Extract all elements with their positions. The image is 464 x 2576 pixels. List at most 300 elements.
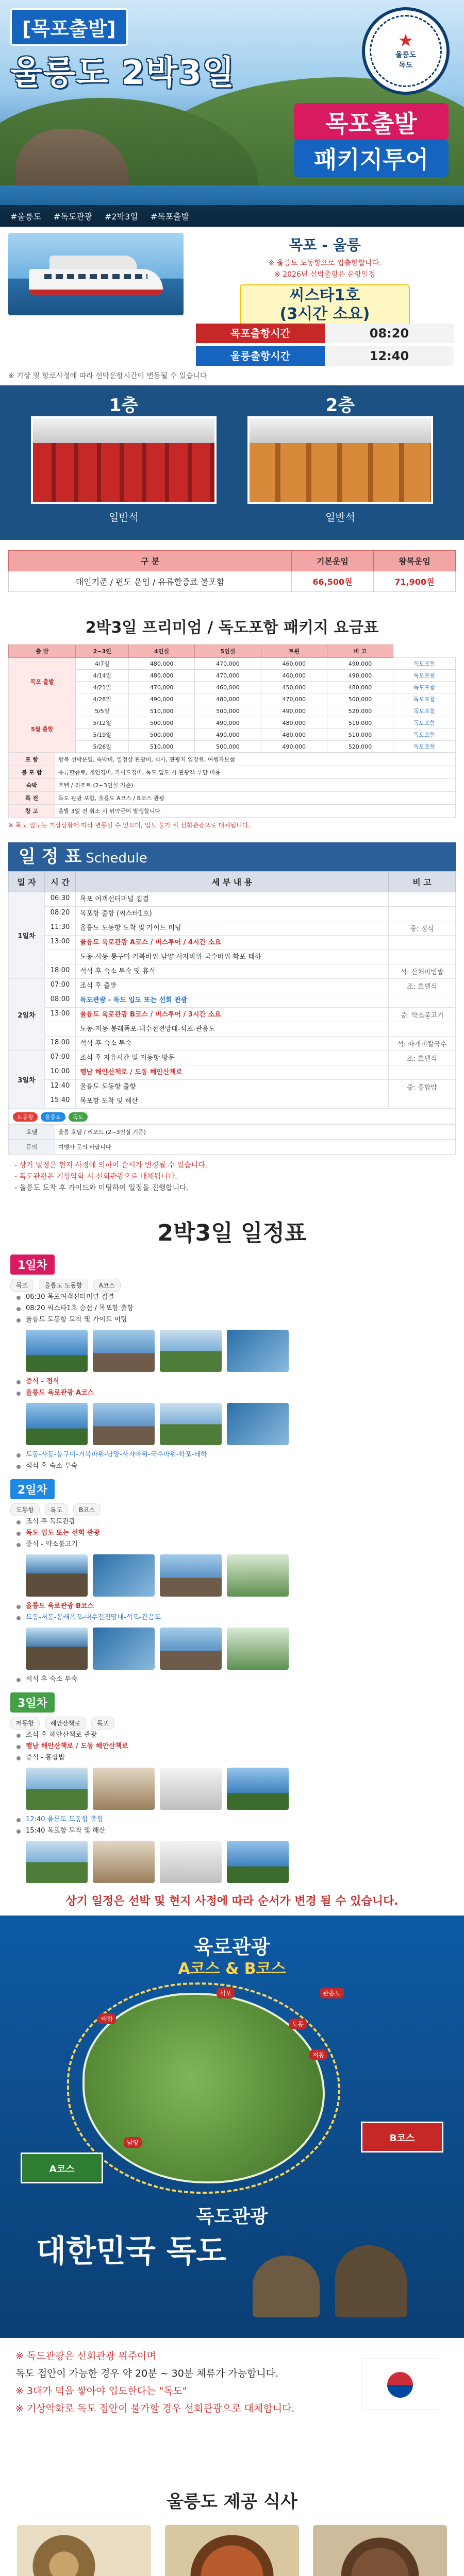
- package-cell: 480,000: [128, 670, 194, 682]
- dokdo-info-line: ※ 3대가 덕을 쌓아야 입도한다는 "독도": [15, 2385, 187, 2397]
- package-cell: 490,000: [128, 693, 194, 705]
- meal-row: [10, 2525, 454, 2576]
- package-category: 5월 출발: [9, 705, 76, 753]
- route-info: [196, 233, 454, 326]
- schedule-time: 12:40: [45, 1080, 76, 1094]
- sailing-times: [0, 320, 464, 370]
- day-photo: [26, 1768, 88, 1810]
- schedule-meal: [389, 1094, 456, 1109]
- schedule-note: - 상기 일정은 현지 사정에 의하여 순서가 변경될 수 있습니다.: [14, 1161, 208, 1170]
- tour-map: [0, 1916, 464, 2338]
- dokdo-info-line: 독도 접안이 가능한 경우 약 20분 ~ 30분 체류가 가능합니다.: [15, 2368, 279, 2379]
- schedule-day: 3일차: [9, 1051, 45, 1109]
- package-header: 5인실: [195, 645, 261, 658]
- ship-windows: [44, 274, 147, 279]
- schedule-title: 일 정 표: [19, 846, 82, 867]
- day-line: 조식 후 해안산책로 관광: [10, 1730, 454, 1741]
- hotel-value: 울릉 호텔 / 리조트 (2~3인실 기준): [55, 1125, 456, 1140]
- schedule-detail: [76, 950, 389, 964]
- schedule-header-cell: 시 간: [45, 872, 76, 892]
- schedule-header-cell: 일 자: [9, 872, 45, 892]
- include-key: 참 고: [9, 805, 55, 818]
- package-cell: 490,000: [327, 670, 393, 682]
- hashtag: #목포출발: [150, 212, 189, 222]
- route-note: ※ 울릉도 도동항으로 입출항합니다.: [268, 259, 382, 267]
- time-value: 08:20: [325, 324, 454, 343]
- itinerary-days: [0, 1255, 464, 1883]
- package-cell: 500,000: [327, 693, 393, 705]
- seat-photo: [247, 416, 433, 504]
- ship-photo: [8, 233, 184, 315]
- schedule-text: 울릉도 도동항 출항: [80, 1083, 136, 1091]
- package-header: 비 고: [327, 645, 393, 658]
- schedule-row: [9, 892, 456, 907]
- schedule-text: 목포항 도착 및 해산: [80, 1097, 138, 1105]
- schedule-header: [8, 842, 456, 871]
- day-photo: [160, 1768, 222, 1810]
- package-header: 4인실: [128, 645, 194, 658]
- include-key: 불 포 함: [9, 766, 55, 779]
- schedule-time: 07:00: [45, 979, 76, 993]
- time-label: 울릉출항시간: [196, 346, 325, 366]
- schedule-meal: [389, 1022, 456, 1037]
- seat-floor-title: 2층: [325, 395, 355, 416]
- day-photo: [160, 1628, 222, 1670]
- schedule-tag: 도동항: [13, 1112, 38, 1122]
- schedule-text: 석식 후 숙소 투숙 및 휴식: [80, 968, 156, 975]
- day-line: 15:40 목포항 도착 및 해산: [10, 1825, 454, 1837]
- day-line: 중식 - 홍합밥: [10, 1752, 454, 1764]
- package-cell: 520,000: [327, 741, 393, 753]
- schedule-text: 조식 후 자유시간 및 저동항 방문: [80, 1054, 175, 1062]
- seats-section: [0, 385, 464, 540]
- day-route-stop: 목포: [10, 1279, 34, 1292]
- dokdo-island: [242, 2245, 418, 2323]
- package-category: 목포 출발: [9, 658, 76, 705]
- day-line: 도동-사동-통구미-거북바위-남양-사자바위-국수바위-학포-태하: [10, 1449, 454, 1461]
- schedule-detail: [76, 1080, 389, 1094]
- schedule-row: [9, 1037, 456, 1051]
- include-row: [9, 779, 456, 792]
- package-cell: 독도포함: [393, 741, 456, 753]
- package-cell: 520,000: [327, 705, 393, 717]
- itinerary-day: [10, 1692, 454, 1883]
- package-cell: 490,000: [261, 705, 327, 717]
- korea-flag-icon: [361, 2359, 438, 2410]
- day-photo: [26, 1628, 88, 1670]
- package-header: 트윈: [261, 645, 327, 658]
- package-cell: 480,000: [327, 682, 393, 693]
- schedule-time: 11:30: [45, 921, 76, 936]
- package-cell: 490,000: [261, 741, 327, 753]
- day-photo: [93, 1403, 155, 1445]
- departure-tag: [목포출발]: [10, 8, 128, 46]
- dokdo-title: 독도관광: [196, 2206, 268, 2227]
- fare-cell: 66,500원: [291, 571, 373, 592]
- day-route-stop: 저동항: [10, 1717, 40, 1730]
- schedule-text: 독도관광 - 독도 입도 또는 선회 관광: [80, 996, 188, 1004]
- schedule-meal: 중: 약소불고기: [389, 1008, 456, 1022]
- schedule-detail: [76, 979, 389, 993]
- ship-hull: [29, 269, 163, 295]
- itinerary-caption: 상기 일정은 선박 및 현지 사정에 따라 순서가 변경 될 수 있습니다.: [65, 1895, 399, 1908]
- schedule-meal: [389, 993, 456, 1008]
- day-photo: [227, 1554, 289, 1597]
- package-title: 2박3일 프리미엄 / 독도포함 패키지 요금표: [85, 619, 379, 637]
- day-photo: [93, 1554, 155, 1597]
- package-cell: 510,000: [128, 705, 194, 717]
- day-badge: 1일차: [10, 1255, 55, 1275]
- meal-item: [17, 2525, 151, 2576]
- map-pin: 남양: [124, 2137, 142, 2148]
- day-photo: [160, 1554, 222, 1597]
- package-cell: 독도포함: [393, 717, 456, 729]
- seat-caption: 일반석: [325, 511, 355, 523]
- hero-pill-departure: 목포출발: [294, 103, 449, 141]
- package-cell: 490,000: [195, 717, 261, 729]
- schedule-detail: [76, 964, 389, 979]
- schedule-time: 10:00: [45, 1065, 76, 1080]
- schedule-row: [9, 936, 456, 950]
- package-cell: 500,000: [195, 741, 261, 753]
- schedule-meal: 조: 호텔식: [389, 1051, 456, 1065]
- include-row: [9, 792, 456, 805]
- package-cell: 480,000: [261, 717, 327, 729]
- day-photo: [26, 1841, 88, 1883]
- package-cell: 470,000: [261, 693, 327, 705]
- meal-photo: [165, 2525, 299, 2576]
- package-cell: 450,000: [261, 682, 327, 693]
- day-line: 행남 해안산책로 / 도동 해안산책로: [10, 1741, 454, 1752]
- schedule-detail: [76, 1065, 389, 1080]
- schedule-time: 08:00: [45, 993, 76, 1008]
- badge-line1: 울릉도: [395, 51, 417, 59]
- day-line: 중식 - 약소불고기: [10, 1539, 454, 1550]
- schedule-day: 1일차: [9, 892, 45, 979]
- hotel-row: [9, 1140, 456, 1155]
- package-includes: [8, 753, 456, 818]
- dokdo-info-line: ※ 독도관광은 선회관광 위주이며: [15, 2350, 156, 2362]
- map-course-a: A코스: [21, 2153, 103, 2183]
- hero-badge: [362, 7, 450, 95]
- package-row: [9, 658, 456, 670]
- schedule-row: [9, 993, 456, 1008]
- hotel-key: 문의: [9, 1140, 55, 1155]
- schedule-meal: 조: 호텔식: [389, 979, 456, 993]
- route-section: [0, 233, 464, 323]
- schedule-tag: 독도: [69, 1112, 88, 1122]
- package-table: [8, 645, 456, 753]
- schedule-detail: [76, 921, 389, 936]
- package-cell: 490,000: [195, 729, 261, 741]
- seat-floor-2: [247, 395, 433, 529]
- day-route-stop: 도동항: [10, 1503, 40, 1516]
- time-row: [196, 346, 454, 366]
- package-cell: 510,000: [327, 729, 393, 741]
- day-photo: [160, 1841, 222, 1883]
- route-note: ※ 2026년 선박출항은 운항일정: [274, 270, 375, 279]
- schedule-time: [45, 1022, 76, 1037]
- package-cell: 독도포함: [393, 729, 456, 741]
- package-date: 5/12일: [76, 717, 128, 729]
- package-date: 5/19일: [76, 729, 128, 741]
- hotel-row: [9, 1125, 456, 1140]
- day-route: [10, 1279, 454, 1292]
- day-photos: [26, 1768, 454, 1810]
- schedule-meal: [389, 1065, 456, 1080]
- day-route-stop: 독도: [45, 1503, 68, 1516]
- schedule-row: [9, 921, 456, 936]
- include-value: 독도 관광 포함, 울릉도 A코스 / B코스 관광: [55, 792, 456, 805]
- schedule-day: 2일차: [9, 979, 45, 1051]
- day-route-stop: 울릉도 도동항: [39, 1279, 88, 1292]
- meal-photo: [313, 2525, 447, 2576]
- schedule-row: [9, 950, 456, 964]
- day-photo: [227, 1768, 289, 1810]
- package-cell: 독도포함: [393, 705, 456, 717]
- fare-table: [8, 550, 456, 592]
- package-row: [9, 741, 456, 753]
- package-note: ※ 독도 입도는 기상상황에 따라 변동될 수 있으며, 입도 불가 시 선회관광으로 대체됩니다.: [8, 822, 251, 829]
- include-key: 숙박: [9, 779, 55, 792]
- include-row: [9, 753, 456, 766]
- package-row: [9, 693, 456, 705]
- map-pin: 태하: [98, 2013, 116, 2024]
- map-course-b: B코스: [361, 2122, 443, 2153]
- day-line: 중식 - 정식: [10, 1376, 454, 1387]
- schedule-row: [9, 964, 456, 979]
- day-photo: [26, 1403, 88, 1445]
- package-row: [9, 705, 456, 717]
- dokdo-calligraphy: 대한민국 독도: [36, 2233, 226, 2269]
- seat-caption: 일반석: [109, 511, 139, 523]
- meal-item: [165, 2525, 299, 2576]
- schedule-meal: 중: 정식: [389, 921, 456, 936]
- schedule-text: 조식 후 출발: [80, 982, 117, 990]
- day-badge: 3일차: [10, 1692, 55, 1713]
- package-cell: 480,000: [128, 658, 194, 670]
- schedule-note: - 독도관광은 기상악화 시 선회관광으로 대체됩니다.: [14, 1173, 177, 1181]
- seat-floor-title: 1층: [109, 395, 139, 416]
- route-title: 목포 - 울릉: [289, 236, 361, 253]
- schedule-meal: [389, 907, 456, 921]
- package-cell: 500,000: [128, 729, 194, 741]
- schedule-time: 15:40: [45, 1094, 76, 1109]
- schedule-text: 목포항 출항 (씨스타1호): [80, 910, 152, 918]
- schedule-time: 13:00: [45, 936, 76, 950]
- schedule-time: [45, 950, 76, 964]
- schedule-note: - 울릉도 도착 후 가이드와 미팅하여 일정을 진행합니다.: [14, 1184, 189, 1192]
- schedule-meal: 석: 따개비칼국수: [389, 1037, 456, 1051]
- day-line: 석식 후 숙소 투숙: [10, 1674, 454, 1685]
- package-date: 4/7일: [76, 658, 128, 670]
- schedule-table: [8, 871, 456, 1124]
- schedule-text: 울릉도 육로관광 A코스 / 버스투어 / 4시간 소요: [80, 939, 221, 946]
- seat-photo: [31, 416, 217, 504]
- schedule-text: 도동-저동-봉래폭포-내수전전망대-석포-관음도: [80, 1025, 216, 1033]
- badge-line2: 독도: [399, 61, 413, 70]
- schedule-row: [9, 1022, 456, 1037]
- schedule-text: 울릉도 도동항 도착 및 가이드 미팅: [80, 924, 181, 932]
- itinerary-day: [10, 1255, 454, 1472]
- day-photo: [93, 1841, 155, 1883]
- schedule-tags: [13, 1112, 451, 1122]
- day-badge: 2일차: [10, 1479, 55, 1499]
- day-route: [10, 1503, 454, 1516]
- schedule-meal: [389, 950, 456, 964]
- route-notes: [196, 258, 454, 280]
- time-value: 12:40: [325, 346, 454, 366]
- day-line: 도동-저동-봉래폭포-내수전전망대-석포-관음도: [10, 1612, 454, 1623]
- day-photo: [26, 1330, 88, 1372]
- schedule-detail: [76, 907, 389, 921]
- package-date: 4/14일: [76, 670, 128, 682]
- package-row: [9, 717, 456, 729]
- hashtag: #2박3일: [105, 212, 138, 222]
- package-cell: 500,000: [128, 717, 194, 729]
- day-route-stop: A코스: [93, 1279, 121, 1292]
- schedule-tag: 울릉도: [41, 1112, 65, 1122]
- schedule-detail: [76, 892, 389, 907]
- map-pin: 관음도: [320, 1988, 344, 1998]
- dokdo-rock-east: [335, 2245, 407, 2317]
- day-photos: [26, 1628, 454, 1670]
- day-line: 울릉도 육로관광 B코스: [10, 1601, 454, 1612]
- day-route-stop: B코스: [73, 1503, 101, 1516]
- ship-name-box: [240, 284, 410, 326]
- schedule-detail: [76, 993, 389, 1008]
- ship-duration: (3시간 소요): [279, 305, 370, 323]
- meals-title: 울릉도 제공 식사: [167, 2492, 297, 2512]
- day-line: 조식 후 독도관광: [10, 1516, 454, 1528]
- dokdo-info: [0, 2338, 464, 2482]
- time-row: [196, 324, 454, 343]
- schedule-meal: [389, 936, 456, 950]
- package-cell: 독도포함: [393, 670, 456, 682]
- day-route-stop: 해안산책로: [45, 1717, 86, 1730]
- package-cell: 510,000: [327, 717, 393, 729]
- day-photos: [26, 1841, 454, 1883]
- schedule-notes: [14, 1160, 450, 1194]
- day-photos: [26, 1554, 454, 1597]
- hotel-table: [8, 1124, 456, 1155]
- fare-cell: 71,900원: [373, 571, 455, 592]
- fare-header: 구 분: [9, 551, 292, 571]
- package-cell: 510,000: [128, 741, 194, 753]
- package-cell: 480,000: [195, 693, 261, 705]
- hashtag: #독도관광: [53, 212, 93, 222]
- schedule-text: 울릉도 육로관광 B코스 / 버스투어 / 3시간 소요: [80, 1011, 221, 1019]
- include-key: 특 전: [9, 792, 55, 805]
- package-cell: 460,000: [195, 682, 261, 693]
- package-cell: 470,000: [128, 682, 194, 693]
- schedule-time: 18:00: [45, 964, 76, 979]
- hotel-value: 여행사 문의 바랍니다: [55, 1140, 456, 1155]
- day-route: [10, 1717, 454, 1730]
- include-key: 포 함: [9, 753, 55, 766]
- meal-item: [313, 2525, 447, 2576]
- map-pin: 도동: [289, 2019, 307, 2029]
- dokdo-info-line: ※ 기상악화로 독도 접안이 불가할 경우 선회관광으로 대체합니다.: [15, 2403, 295, 2414]
- day-line: 울릉도 도동항 도착 및 가이드 미팅: [10, 1314, 454, 1326]
- meal-photo: [17, 2525, 151, 2576]
- time-label: 목포출항시간: [196, 324, 325, 343]
- day-photo: [26, 1554, 88, 1597]
- schedule-detail: [76, 936, 389, 950]
- package-cell: 490,000: [327, 658, 393, 670]
- day-photo: [227, 1403, 289, 1445]
- hashtag: #울릉도: [10, 212, 41, 222]
- hotel-key: 호텔: [9, 1125, 55, 1140]
- package-cell: 460,000: [261, 670, 327, 682]
- day-photo: [227, 1330, 289, 1372]
- package-row: [9, 729, 456, 741]
- day-photo: [160, 1330, 222, 1372]
- day-line: 06:30 목포여객선터미널 집결: [10, 1292, 454, 1303]
- package-cell: 480,000: [261, 729, 327, 741]
- package-date: 4/21일: [76, 682, 128, 693]
- day-photo: [93, 1330, 155, 1372]
- star-icon: ★: [397, 30, 414, 51]
- day-line: 울릉도 육로관광 A코스: [10, 1387, 454, 1399]
- schedule-detail: [76, 1094, 389, 1109]
- include-value: 출발 3일 전 취소 시 위약금이 발생합니다: [55, 805, 456, 818]
- day-photos: [26, 1330, 454, 1372]
- package-cell: 470,000: [195, 658, 261, 670]
- include-row: [9, 766, 456, 779]
- fare-header: 왕복운임: [373, 551, 455, 571]
- seat-floor-1: [31, 395, 217, 529]
- include-row: [9, 805, 456, 818]
- map-pin: 저동: [309, 2049, 327, 2060]
- schedule-time: 07:00: [45, 1051, 76, 1065]
- schedule-text: 목포 여객선터미널 집결: [80, 895, 149, 903]
- schedule-detail: [76, 1051, 389, 1065]
- schedule-title-en: Schedule: [86, 851, 147, 866]
- day-photo: [227, 1628, 289, 1670]
- day-line: 독도 입도 또는 선회 관광: [10, 1528, 454, 1539]
- day-route-stop: 목포: [91, 1717, 114, 1730]
- day-photo: [93, 1628, 155, 1670]
- include-value: 유류할증료, 개인경비, 가이드경비, 독도 입도 시 관광객 부담 비용: [55, 766, 456, 779]
- package-date: 5/26일: [76, 741, 128, 753]
- schedule-time: 18:00: [45, 1037, 76, 1051]
- schedule-row: [9, 1051, 456, 1065]
- schedule-row: [9, 1065, 456, 1080]
- day-photo: [160, 1403, 222, 1445]
- schedule-text: 도동-사동-통구미-거북바위-남양-사자바위-국수바위-학포-태하: [80, 953, 261, 961]
- schedule-meal: [389, 892, 456, 907]
- hero-pill-package: 패키지투어: [294, 139, 449, 177]
- package-cell: 독도포함: [393, 658, 456, 670]
- package-cell: 470,000: [195, 670, 261, 682]
- package-cell: 독도포함: [393, 682, 456, 693]
- schedule-row: [9, 1008, 456, 1022]
- schedule-row: [9, 1080, 456, 1094]
- schedule-time: 06:30: [45, 892, 76, 907]
- schedule-detail: [76, 1037, 389, 1051]
- include-value: 왕복 선박운임, 숙박비, 일정상 관광비, 식사, 관광지 입장료, 여행자보험: [55, 753, 456, 766]
- fare-header: 기본운임: [291, 551, 373, 571]
- schedule-meal: 석: 산채비빔밥: [389, 964, 456, 979]
- schedule-meal: 중: 홍합밥: [389, 1080, 456, 1094]
- hero-title: 울릉도 2박3일: [10, 54, 236, 92]
- fare-row: [9, 571, 456, 592]
- schedule-time: 08:20: [45, 907, 76, 921]
- schedule-text: 행남 해안산책로 / 도동 해안산책로: [80, 1069, 183, 1076]
- itinerary-title: 2박3일 일정표: [157, 1220, 307, 1246]
- package-cell: 460,000: [261, 658, 327, 670]
